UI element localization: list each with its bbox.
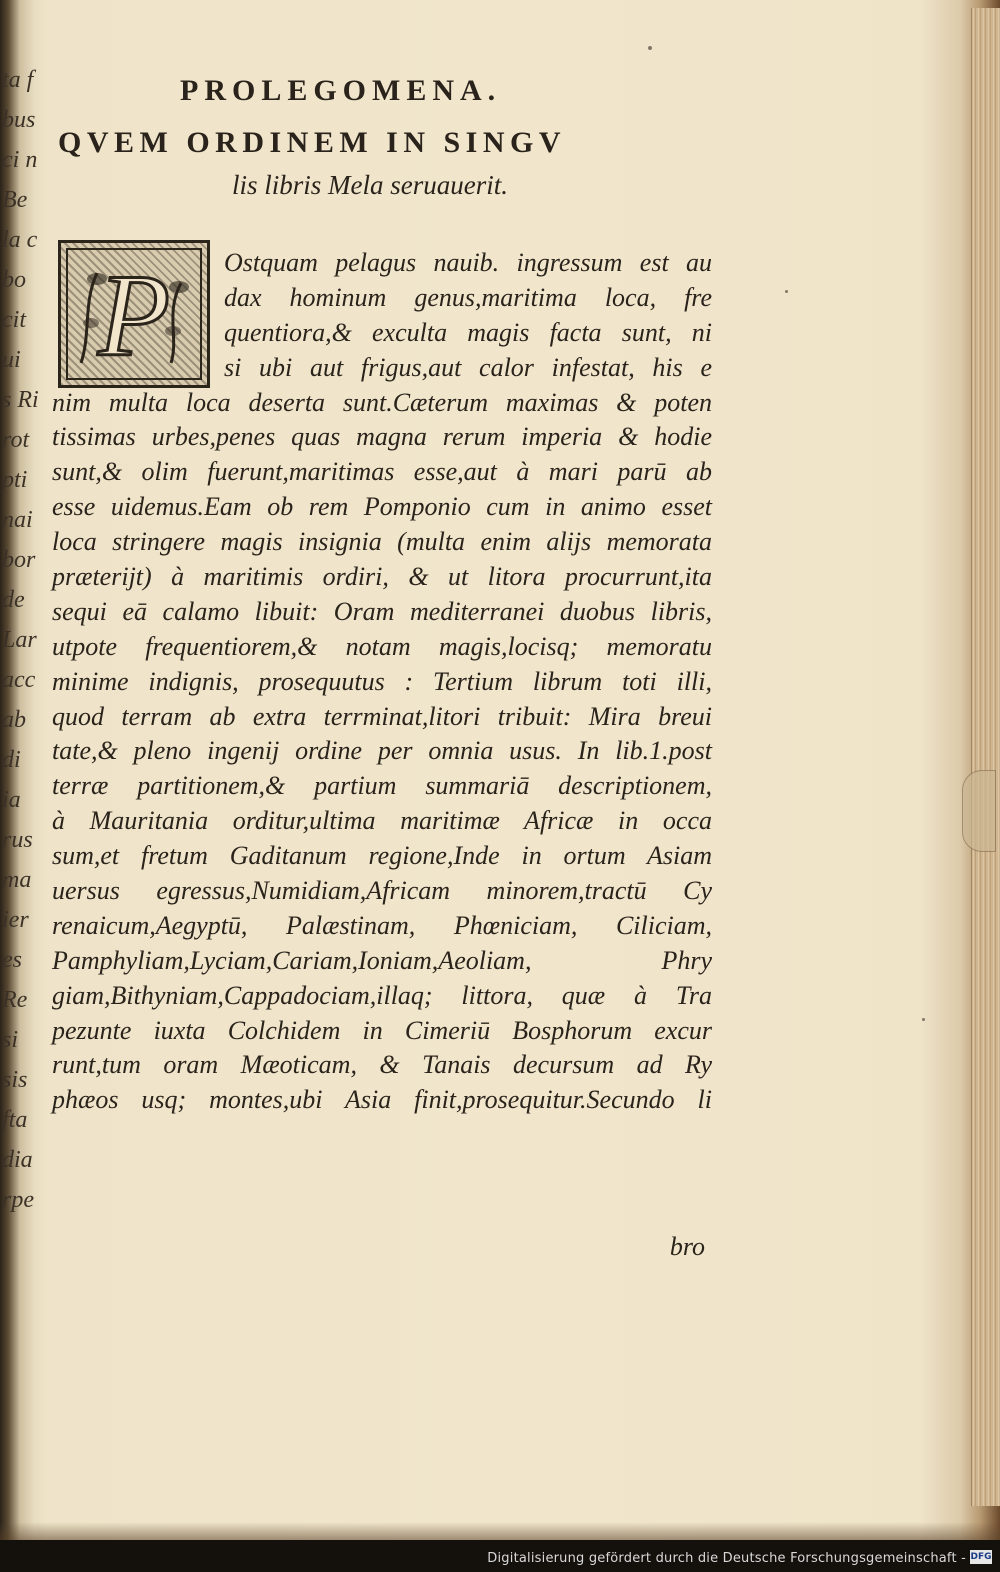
text-line: terræ partitionem,& partium summariā descriptionem, xyxy=(52,771,712,801)
text-line: si ubi aut frigus,aut calor infestat, his e xyxy=(224,352,712,382)
body-text xyxy=(52,246,712,1118)
previous-page-fragment: Lar xyxy=(2,627,37,653)
previous-page-fragment: s Ri xyxy=(2,387,39,413)
text-line: dax hominum genus,maritima loca, fre xyxy=(224,282,712,312)
previous-page-fragment: ab xyxy=(2,707,26,733)
previous-page-fragment: de xyxy=(2,587,25,613)
text-line: quentiora,& exculta magis facta sunt, ni xyxy=(224,317,712,347)
previous-page-fragment: bo xyxy=(2,267,26,293)
previous-page-fragment: acc xyxy=(2,667,36,693)
text-line: utpote frequentiorem,& notam magis,locisq; memoratu xyxy=(52,631,712,661)
page-stack-edge xyxy=(971,8,1000,1506)
text-line: pezunte iuxta Colchidem in Cimeriū Bosphorum excur xyxy=(52,1015,712,1045)
previous-page-fragment: ci n xyxy=(2,147,38,173)
page-bottom-shadow xyxy=(0,1522,1000,1540)
dfg-logo: DFG xyxy=(970,1552,992,1562)
text-line: quod terram ab extra terrminat,litori tribuit: Mira breui xyxy=(52,701,712,731)
text-line: Ostquam pelagus nauib. ingressum est au xyxy=(224,248,712,277)
text-line: esse uidemus.Eam ob rem Pomponio cum in animo esset xyxy=(52,492,712,522)
initial-letter: P xyxy=(97,250,171,381)
text-line: Pamphyliam,Lyciam,Cariam,Ioniam,Aeoliam, Phry xyxy=(52,945,712,975)
previous-page-fragment: ma xyxy=(2,867,32,893)
paper-speck xyxy=(648,46,652,50)
text-line: tissimas urbes,penes quas magna rerum imperia & hodie xyxy=(52,422,712,452)
previous-page-fragment: ui xyxy=(2,347,21,373)
previous-page-fragment: rus xyxy=(2,827,33,853)
text-line: runt,tum oram Mæoticam, & Tanais decursum ad Ry xyxy=(52,1050,712,1080)
chapter-title: QVEM ORDINEM IN SINGV xyxy=(58,126,567,159)
paper-speck xyxy=(922,1018,925,1021)
footer-credit: Digitalisierung gefördert durch die Deutsche Forschungsgemeinschaft - xyxy=(487,1551,966,1566)
previous-page-fragment: bus xyxy=(2,107,36,133)
text-line: phæos usq; montes,ubi Asia finit,prosequitur.Secundo li xyxy=(52,1085,712,1115)
previous-page-fragment: di xyxy=(2,747,21,773)
previous-page-fragment: la c xyxy=(2,227,38,253)
previous-page-fragment: rpe xyxy=(2,1187,34,1213)
previous-page-fragment: es xyxy=(2,947,22,973)
previous-page-fragment: sis xyxy=(2,1067,28,1093)
text-line: renaicum,Aegyptū, Palæstinam, Phœniciam, Ciliciam, xyxy=(52,910,712,940)
text-line: sequi eā calamo libuit: Oram mediterranei duobus libris, xyxy=(52,596,712,626)
previous-page-fragment: rot xyxy=(2,427,30,453)
text-line: nim multa loca deserta sunt.Cæterum maximas & poten xyxy=(52,387,712,417)
previous-page-fragment: fta xyxy=(2,1107,28,1133)
previous-page-fragment: dia xyxy=(2,1147,33,1173)
text-line: loca stringere magis insignia (multa enim alijs memorata xyxy=(52,527,712,557)
previous-page-fragment: nai xyxy=(2,507,33,533)
text-line: à Mauritania orditur,ultima maritimæ Africæ in occa xyxy=(52,806,712,836)
previous-page-edge xyxy=(0,60,39,1240)
text-line: sunt,& olim fuerunt,maritimas esse,aut à mari parū ab xyxy=(52,457,712,487)
previous-page-fragment: ier xyxy=(2,907,29,933)
running-head: PROLEGOMENA. xyxy=(180,74,502,107)
text-line: tate,& pleno ingenij ordine per omnia usus. In lib.1.post xyxy=(52,736,712,766)
text-line: minime indignis, prosequutus : Tertium librum toti illi, xyxy=(52,666,712,696)
previous-page-fragment: bor xyxy=(2,547,36,573)
paper-speck xyxy=(785,290,788,293)
text-line: uersus egressus,Numidiam,Africam minorem,tractū Cy xyxy=(52,876,712,906)
text-line: giam,Bithyniam,Cappadociam,illaq; littora, quæ à Tra xyxy=(52,980,712,1010)
page-clip xyxy=(962,770,996,852)
chapter-subtitle: lis libris Mela seruauerit. xyxy=(232,170,508,200)
text-line: præterijt) à maritimis ordiri, & ut litora procurrunt,ita xyxy=(52,562,712,592)
previous-page-fragment: ta f xyxy=(2,67,34,93)
text-line: sum,et fretum Gaditanum regione,Inde in ortum Asiam xyxy=(52,841,712,871)
previous-page-fragment: Re xyxy=(2,987,28,1013)
catchword: bro xyxy=(669,1232,705,1261)
previous-page-fragment: si xyxy=(2,1027,19,1053)
previous-page-fragment: ia xyxy=(2,787,21,813)
previous-page-fragment: Be xyxy=(2,187,28,213)
previous-page-fragment: cit xyxy=(2,307,26,333)
previous-page-fragment: pti xyxy=(2,467,28,493)
